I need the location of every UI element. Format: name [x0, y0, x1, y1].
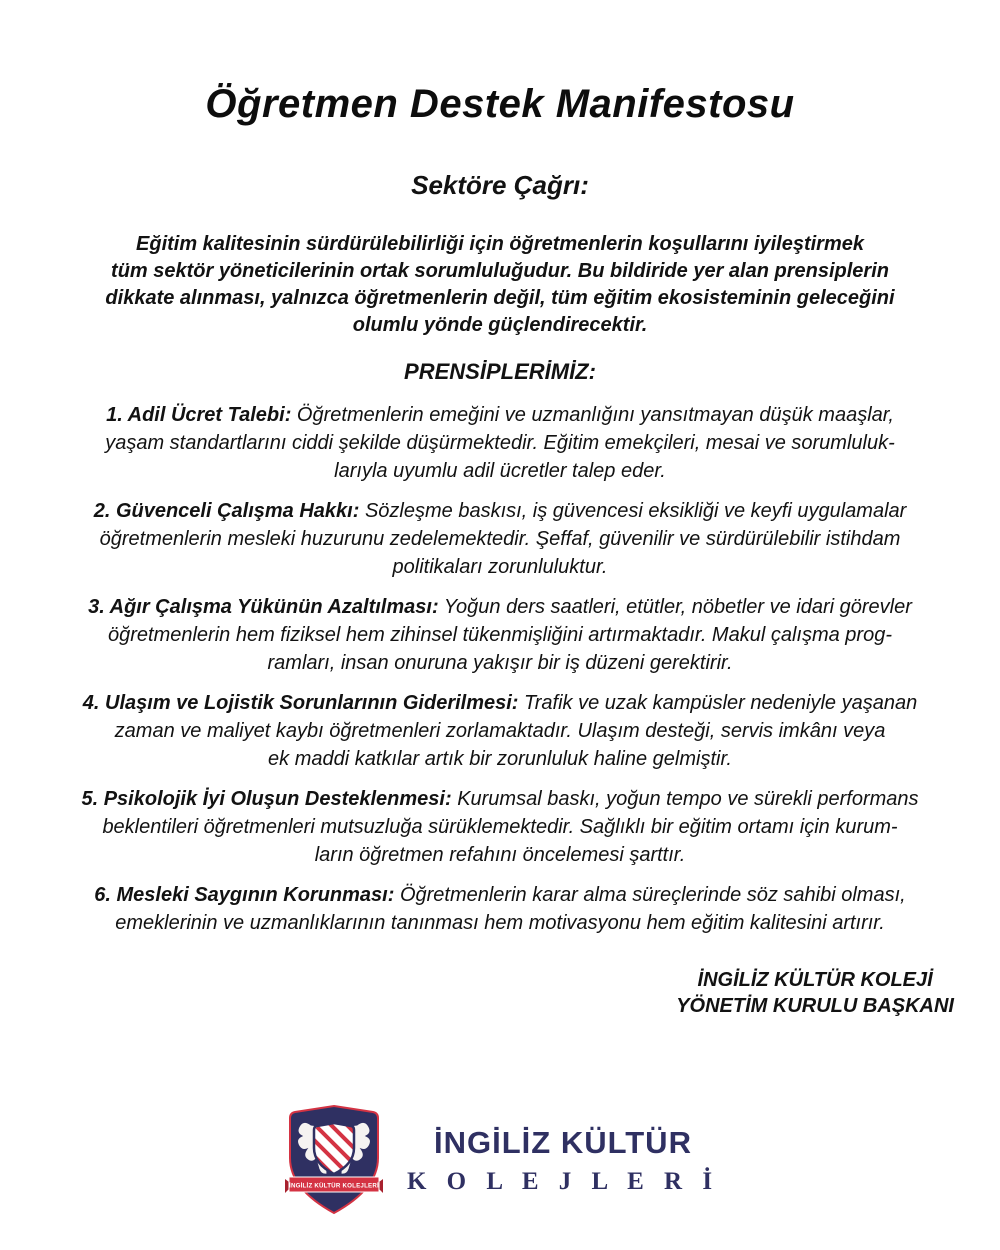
item-line: emeklerinin ve uzmanlıklarının tanınması hem motivasyonu hem eğitim kalitesini artırır.	[115, 912, 885, 934]
item-line	[0, 881, 1000, 909]
item-line: zaman ve maliyet kaybı öğretmenleri zorlamaktadır. Ulaşım desteği, servis imkânı veya	[114, 720, 886, 742]
item-line: politikaları zorunluluktur.	[392, 556, 608, 578]
ribbon-text: İNGİLİZ KÜLTÜR KOLEJLERİ	[288, 1182, 379, 1190]
item-line: öğretmenlerin hem fiziksel hem zihinsel tükenmişliğini artırmaktadır. Makul çalışma prog-	[108, 624, 892, 646]
manifesto-item-4	[0, 689, 1000, 773]
manifesto-item-3	[0, 593, 1000, 677]
page-title: Öğretmen Destek Manifestosu	[205, 82, 795, 126]
intro-line: Eğitim kalitesinin sürdürülebilirliği için öğretmenlerin koşullarını iyileştirmek	[136, 233, 864, 255]
manifesto-item-6	[0, 881, 1000, 937]
signature-line-2: YÖNETİM KURULU BAŞKANI	[676, 995, 954, 1017]
item-line: ların öğretmen refahını öncelemesi şarttır.	[314, 844, 686, 866]
item-line	[0, 689, 1000, 717]
item-line: yaşam standartlarını ciddi şekilde düşürmektedir. Eğitim emekçileri, mesai ve sorumluluk-	[105, 432, 895, 454]
item-text: Kurumsal baskı, yoğun tempo ve sürekli performans	[457, 788, 919, 810]
signature-block	[676, 967, 954, 1019]
item-text: Yoğun ders saatleri, etütler, nöbetler ve idari görevler	[443, 596, 912, 618]
wordmark-line-2: K O L E J L E R İ	[406, 1167, 720, 1195]
item-line: ek maddi katkılar artık bir zorunluluk haline gelmiştir.	[268, 748, 732, 770]
item-line	[0, 785, 1000, 813]
item-line: beklentileri öğretmenleri mutsuzluğa sürüklemektedir. Sağlıklı bir eğitim ortamı için kurum-	[102, 816, 898, 838]
ribbon-banner	[285, 1177, 383, 1193]
signature-line-1: İNGİLİZ KÜLTÜR KOLEJİ	[697, 969, 933, 991]
item-line	[0, 593, 1000, 621]
intro-paragraph	[0, 231, 1000, 339]
manifesto-item-5	[0, 785, 1000, 869]
item-text: Öğretmenlerin emeğini ve uzmanlığını yansıtmayan düşük maaşlar,	[296, 404, 894, 426]
item-line: ramları, insan onuruna yakışır bir iş düzeni gerektirir.	[267, 652, 733, 674]
item-lead: 2. Güvenceli Çalışma Hakkı:	[93, 500, 360, 522]
principles-list	[0, 401, 1000, 937]
item-lead: 3. Ağır Çalışma Yükünün Azaltılması:	[88, 596, 439, 618]
school-logo	[0, 1103, 1000, 1217]
intro-line: olumlu yönde güçlendirecektir.	[352, 314, 648, 336]
logo-wordmark	[407, 1125, 719, 1196]
item-line	[0, 401, 1000, 429]
section-subtitle: Sektöre Çağrı:	[411, 170, 589, 200]
crest-shield-icon	[281, 1103, 387, 1217]
manifesto-item-1	[0, 401, 1000, 485]
wordmark-line-1: İNGİLİZ KÜLTÜR	[434, 1124, 692, 1160]
item-text: Trafik ve uzak kampüsler nedeniyle yaşanan	[524, 692, 918, 714]
item-lead: 6. Mesleki Saygının Korunması:	[94, 884, 395, 906]
item-lead: 4. Ulaşım ve Lojistik Sorunlarının Giderilmesi:	[82, 692, 519, 714]
item-line: öğretmenlerin mesleki huzurunu zedelemektedir. Şeffaf, güvenilir ve sürdürülebilir istihdam	[99, 528, 901, 550]
item-line: larıyla uyumlu adil ücretler talep eder.	[334, 460, 666, 482]
item-lead: 1. Adil Ücret Talebi:	[106, 404, 292, 426]
item-text: Sözleşme baskısı, iş güvencesi eksikliği ve keyfi uygulamalar	[364, 500, 907, 522]
item-lead: 5. Psikolojik İyi Oluşun Desteklenmesi:	[81, 788, 452, 810]
intro-line: tüm sektör yöneticilerinin ortak sorumluluğudur. Bu bildiride yer alan prensiplerin	[111, 260, 889, 282]
manifesto-item-2	[0, 497, 1000, 581]
item-line	[0, 497, 1000, 525]
item-text: Öğretmenlerin karar alma süreçlerinde söz sahibi olması,	[399, 884, 906, 906]
intro-line: dikkate alınması, yalnızca öğretmenlerin değil, tüm eğitim ekosisteminin geleceğini	[105, 287, 895, 309]
principles-heading: PRENSİPLERİMİZ:	[404, 359, 596, 384]
